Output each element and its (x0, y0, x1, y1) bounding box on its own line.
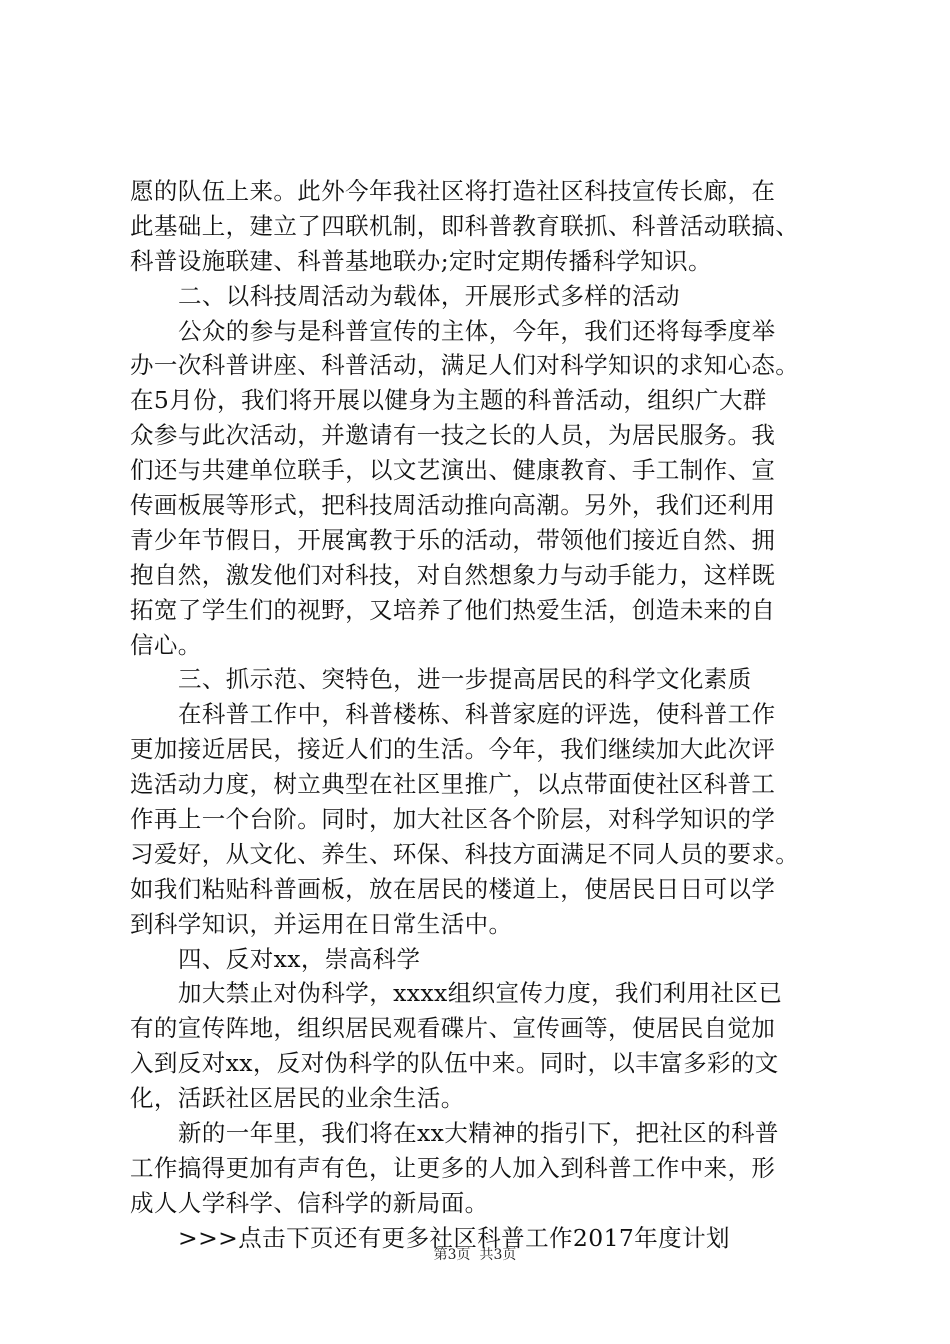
page-number-footer: 第3页 共3页 (433, 1247, 517, 1263)
text-line: 到科学知识，并运用在日常生活中。 (130, 909, 513, 938)
text-line: 抱自然，激发他们对科技，对自然想象力与动手能力，这样既 (130, 560, 776, 589)
text-line: 二、以科技周活动为载体，开展形式多样的活动 (178, 281, 680, 310)
text-line: 工作搞得更加有声有色，让更多的人加入到科普工作中来，形 (130, 1153, 776, 1182)
text-line: 科普设施联建、科普基地联办;定时定期传播科学知识。 (130, 246, 712, 275)
text-line: 四、反对xx，崇高科学 (178, 944, 421, 973)
text-line: 新的一年里，我们将在xx大精神的指引下，把社区的科普 (178, 1119, 779, 1148)
text-line: >>>点击下页还有更多社区科普工作2017年度计划 (178, 1223, 730, 1252)
text-line: 众参与此次活动，并邀请有一技之长的人员，为居民服务。我 (130, 421, 776, 450)
text-line: 有的宣传阵地，组织居民观看碟片、宣传画等，使居民自觉加 (130, 1014, 776, 1043)
document-body (130, 174, 830, 1256)
text-line: 青少年节假日，开展寓教于乐的活动，带领他们接近自然、拥 (130, 525, 776, 554)
text-line: 习爱好，从文化、养生、环保、科技方面满足不同人员的要求。 (130, 839, 800, 868)
text-line: 公众的参与是科普宣传的主体，今年，我们还将每季度举 (178, 316, 776, 345)
text-line: 化，活跃社区居民的业余生活。 (130, 1084, 465, 1113)
text-line: 在5月份，我们将开展以健身为主题的科普活动，组织广大群 (130, 386, 767, 415)
text-line: 成人人学科学、信科学的新局面。 (130, 1188, 489, 1217)
text-line: 传画板展等形式，把科技周活动推向高潮。另外，我们还利用 (130, 491, 776, 520)
text-line: 入到反对xx，反对伪科学的队伍中来。同时，以丰富多彩的文 (130, 1049, 779, 1078)
text-line: 们还与共建单位联手，以文艺演出、健康教育、手工制作、宣 (130, 456, 776, 485)
text-line: 加大禁止对伪科学，xxxx组织宣传力度，我们利用社区已 (178, 979, 783, 1008)
text-line: 三、抓示范、突特色，进一步提高居民的科学文化素质 (178, 665, 752, 694)
text-line: 作再上一个台阶。同时，加大社区各个阶层，对科学知识的学 (130, 805, 776, 834)
text-line: 愿的队伍上来。此外今年我社区将打造社区科技宣传长廊，在 (130, 177, 776, 205)
text-line: 此基础上，建立了四联机制，即科普教育联抓、科普活动联搞、 (130, 211, 800, 240)
text-line: 拓宽了学生们的视野，又培养了他们热爱生活，创造未来的自 (130, 595, 776, 624)
text-line: 办一次科普讲座、科普活动，满足人们对科学知识的求知心态。 (130, 351, 800, 380)
text-line: 更加接近居民，接近人们的生活。今年，我们继续加大此次评 (130, 735, 776, 764)
text-line: 信心。 (130, 630, 202, 659)
text-line: 在科普工作中，科普楼栋、科普家庭的评选，使科普工作 (178, 700, 776, 729)
text-line: 选活动力度，树立典型在社区里推广，以点带面使社区科普工 (130, 770, 776, 799)
text-line: 如我们粘贴科普画板，放在居民的楼道上，使居民日日可以学 (130, 874, 776, 903)
